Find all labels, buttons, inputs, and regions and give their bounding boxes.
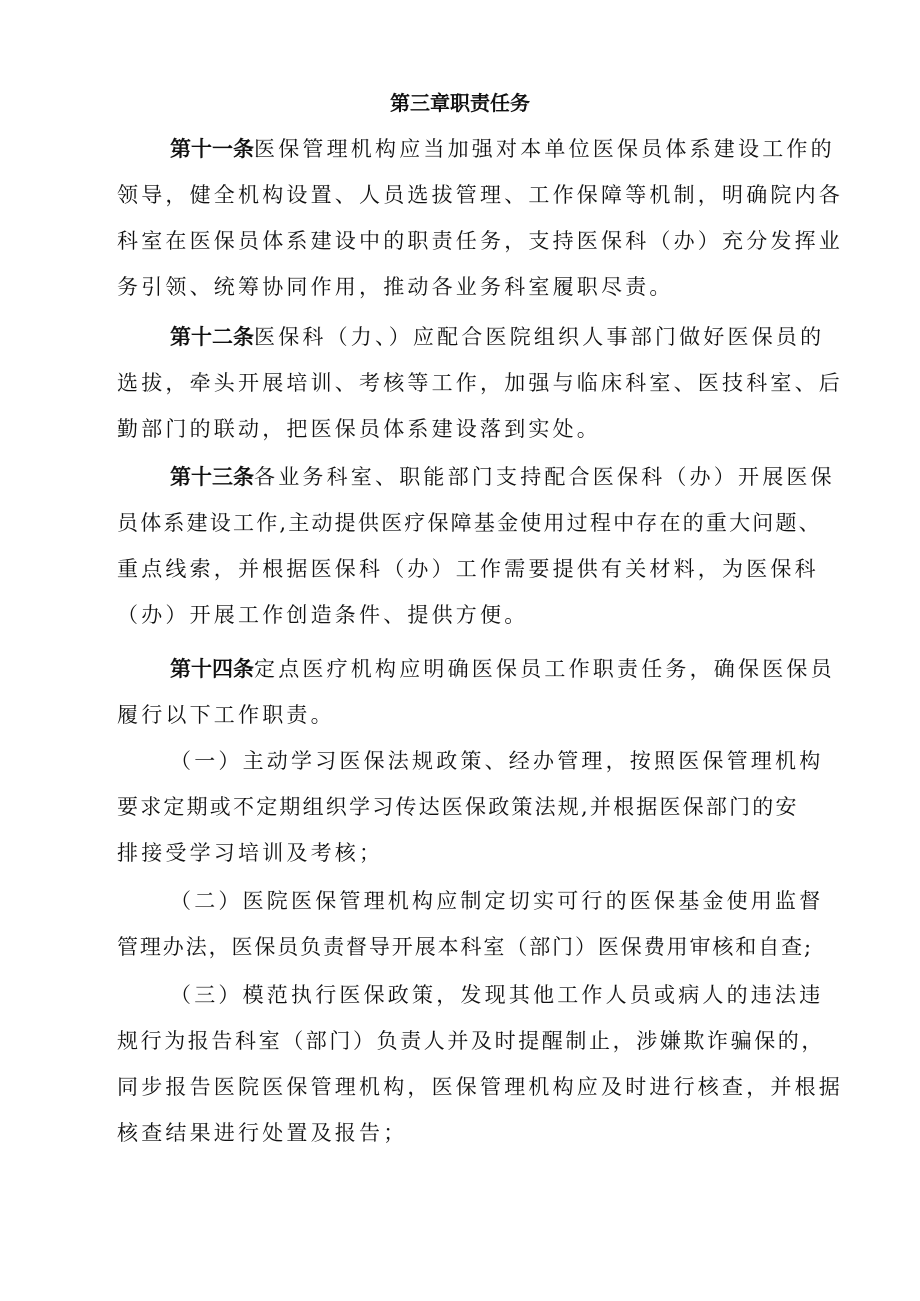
article-11-line-1 bbox=[170, 134, 835, 164]
article-11-label: 第十一条 bbox=[170, 137, 254, 161]
article-13-line-3: 重点线索，并根据医保科（办）工作需要提供有关材料，为医保科 bbox=[117, 557, 819, 581]
article-11-line-2: 领导，健全机构设置、人员选拔管理、工作保障等机制，明确院内各 bbox=[117, 183, 843, 207]
article-14-label: 第十四条 bbox=[170, 657, 254, 681]
chapter-title: 第三章职责任务 bbox=[390, 91, 530, 115]
item-2-line-1: （二）医院医保管理机构应制定切实可行的医保基金使用监督 bbox=[170, 889, 824, 913]
article-14-line-2: 履行以下工作职责。 bbox=[117, 703, 335, 727]
article-13-line-2: 员体系建设工作,主动提供医疗保障基金使用过程中存在的重大问题、 bbox=[117, 511, 822, 535]
article-11-line-4: 务引领、统筹协同作用，推动各业务科室履职尽责。 bbox=[117, 275, 674, 299]
article-12-line-2: 选拔，牵头开展培训、考核等工作，加强与临床科室、医技科室、后 bbox=[117, 371, 843, 395]
article-14-text: 定点医疗机构应明确医保员工作职责任务，确保医保员 bbox=[254, 657, 835, 681]
article-12-label: 第十二条 bbox=[170, 325, 254, 349]
article-13-line-1 bbox=[170, 462, 835, 492]
article-11-text: 医保管理机构应当加强对本单位医保员体系建设工作的 bbox=[254, 137, 835, 161]
item-1-line-3: 排接受学习培训及考核； bbox=[117, 841, 384, 865]
article-12-line-3: 勤部门的联动，把医保员体系建设落到实处。 bbox=[117, 417, 601, 441]
item-3-line-4: 核查结果进行处置及报告； bbox=[117, 1121, 408, 1145]
article-14-line-1 bbox=[170, 654, 835, 684]
item-2-line-2: 管理办法，医保员负责督导开展本科室（部门）医保费用审核和自查; bbox=[117, 935, 813, 959]
article-12-line-1 bbox=[170, 322, 824, 352]
article-11-line-3: 科室在医保员体系建设中的职责任务，支持医保科（办）充分发挥业 bbox=[117, 229, 843, 253]
article-13-text: 各业务科室、职能部门支持配合医保科（办）开展医保 bbox=[254, 465, 835, 489]
item-3-line-3: 同步报告医院医保管理机构，医保管理机构应及时进行核查，并根据 bbox=[117, 1075, 843, 1099]
article-12-text: 医保科（力、）应配合医院组织人事部门做好医保员的 bbox=[254, 325, 825, 349]
item-1-line-2: 要求定期或不定期组织学习传达医保政策法规,并根据医保部门的安 bbox=[117, 795, 799, 819]
item-1-line-1: （一）主动学习医保法规政策、经办管理，按照医保管理机构 bbox=[170, 749, 824, 773]
item-3-line-2: 规行为报告科室（部门）负责人并及时提醒制止，涉嫌欺诈骗保的， bbox=[117, 1029, 825, 1053]
article-13-line-4: （办）开展工作创造条件、提供方便。 bbox=[117, 603, 529, 627]
item-3-line-1: （三）模范执行医保政策，发现其他工作人员或病人的违法违 bbox=[170, 983, 824, 1007]
article-13-label: 第十三条 bbox=[170, 465, 254, 489]
